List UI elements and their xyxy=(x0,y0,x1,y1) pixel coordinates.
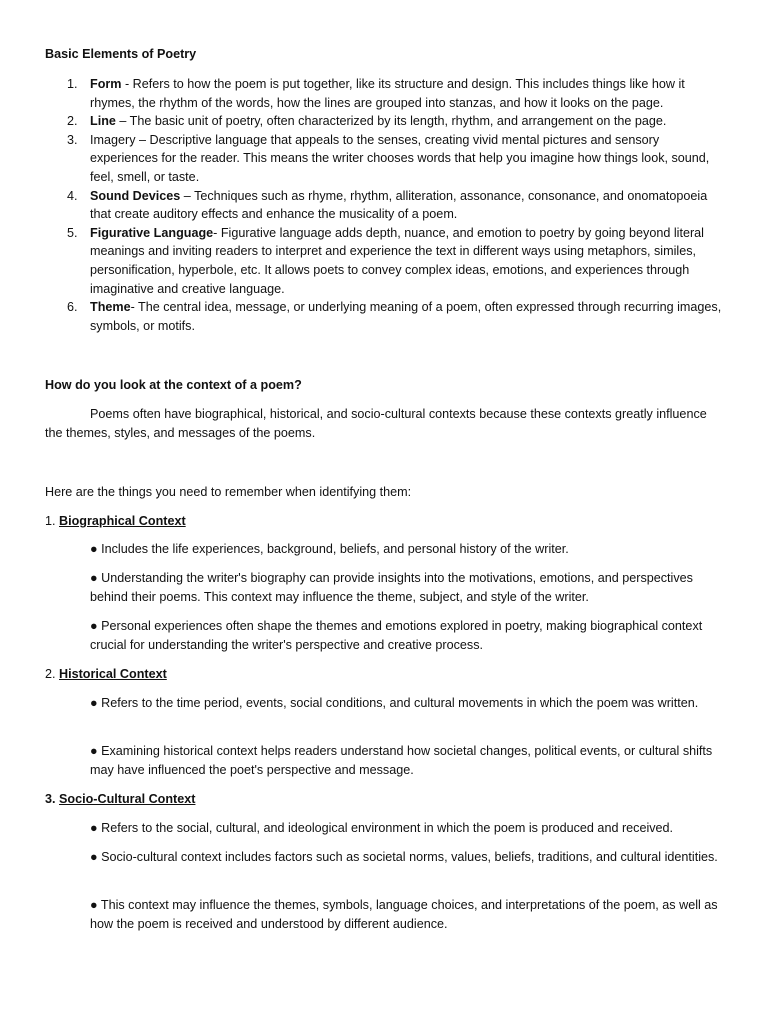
item-term: Form xyxy=(90,77,122,91)
item-number: 6. xyxy=(67,300,78,315)
item-number: 2. xyxy=(67,114,78,129)
item-term: Figurative Language xyxy=(90,225,214,240)
section-heading-biographical xyxy=(45,512,725,531)
section-heading-socio-cultural xyxy=(45,790,725,809)
item-text: - The central idea, message, or underlying meaning of a poem, often expressed through recurring images, symbols, or motifs. xyxy=(90,300,722,333)
section-title: Socio-Cultural Context xyxy=(59,792,196,806)
list-item xyxy=(45,131,723,187)
item-text: - Refers to how the poem is put together, like its structure and design. This includes things like how it rhymes, the rhythm of the words, how the lines are grouped into stanzas, and how it looks on the page. xyxy=(90,77,685,110)
item-number: 4. xyxy=(67,188,78,203)
bullet-item: ● Includes the life experiences, background, beliefs, and personal history of the writer. xyxy=(90,542,569,556)
heading-context: How do you look at the context of a poem? xyxy=(45,378,302,392)
bullet-item: ● This context may influence the themes, symbols, language choices, and interpretations of the poem, as well as how the poem is received and understood by different audience. xyxy=(90,898,718,931)
elements-list xyxy=(45,75,723,335)
item-number: 3. xyxy=(67,132,78,147)
section-title: Historical Context xyxy=(59,667,167,681)
item-number: 1. xyxy=(67,77,78,91)
bullet-item: ● Examining historical context helps readers understand how societal changes, political events, or cultural shifts may have influenced the poet's perspective and message. xyxy=(90,744,713,777)
section-title: Biographical Context xyxy=(59,514,186,528)
bullet-item: ● Understanding the writer's biography can provide insights into the motivations, emotions, and perspectives behind their poems. This context may influence the theme, subject, and style of the writer. xyxy=(90,571,693,604)
list-item xyxy=(45,112,723,131)
item-text: – The basic unit of poetry, often characterized by its length, rhythm, and arrangement on the page. xyxy=(115,114,667,129)
list-item xyxy=(45,224,723,298)
item-term: Line xyxy=(90,114,116,129)
item-text: Imagery – Descriptive language that appeals to the senses, creating vivid mental pictures and sensory experiences for the reader. This means the writer chooses words that help you imagine how things look, sound, feel, smell, or taste. xyxy=(90,132,710,184)
bullet-item: ● Refers to the time period, events, social conditions, and cultural movements in which the poem was written. xyxy=(90,696,699,710)
item-term: Sound Devices xyxy=(90,188,181,203)
section-number: 3. xyxy=(45,792,56,806)
list-item xyxy=(45,75,723,112)
item-text: - Figurative language adds depth, nuance, and emotion to poetry by going beyond literal meanings and inviting readers to interpret and experience the text in different ways using metaphors, similes, personification, hyperbole, etc. It allows poets to convey complex ideas, emotions, and experiences through imaginative and creative language. xyxy=(90,225,704,296)
item-term: Theme xyxy=(90,300,131,315)
section-number: 1. xyxy=(45,514,56,528)
item-number: 5. xyxy=(67,225,78,240)
context-intro: Poems often have biographical, historical, and socio-cultural contexts because these contexts greatly influence the themes, styles, and messages of the poems. xyxy=(45,407,707,440)
remember-line: Here are the things you need to remember when identifying them: xyxy=(45,485,412,499)
list-item xyxy=(45,187,723,224)
heading-basic-elements: Basic Elements of Poetry xyxy=(45,47,197,61)
list-item xyxy=(45,298,723,335)
section-heading-historical xyxy=(45,665,725,684)
item-text: – Techniques such as rhyme, rhythm, alliteration, assonance, consonance, and onomatopoeia that create auditory effects and enhance the musicality of a poem. xyxy=(90,188,708,222)
bullet-item: ● Personal experiences often shape the themes and emotions explored in poetry, making biographical context crucial for understanding the writer's perspective and creative process. xyxy=(90,619,703,652)
section-number: 2. xyxy=(45,667,56,681)
bullet-item: ● Socio-cultural context includes factors such as societal norms, values, beliefs, traditions, and cultural identities. xyxy=(90,850,718,864)
bullet-item: ● Refers to the social, cultural, and ideological environment in which the poem is produced and received. xyxy=(90,821,674,835)
